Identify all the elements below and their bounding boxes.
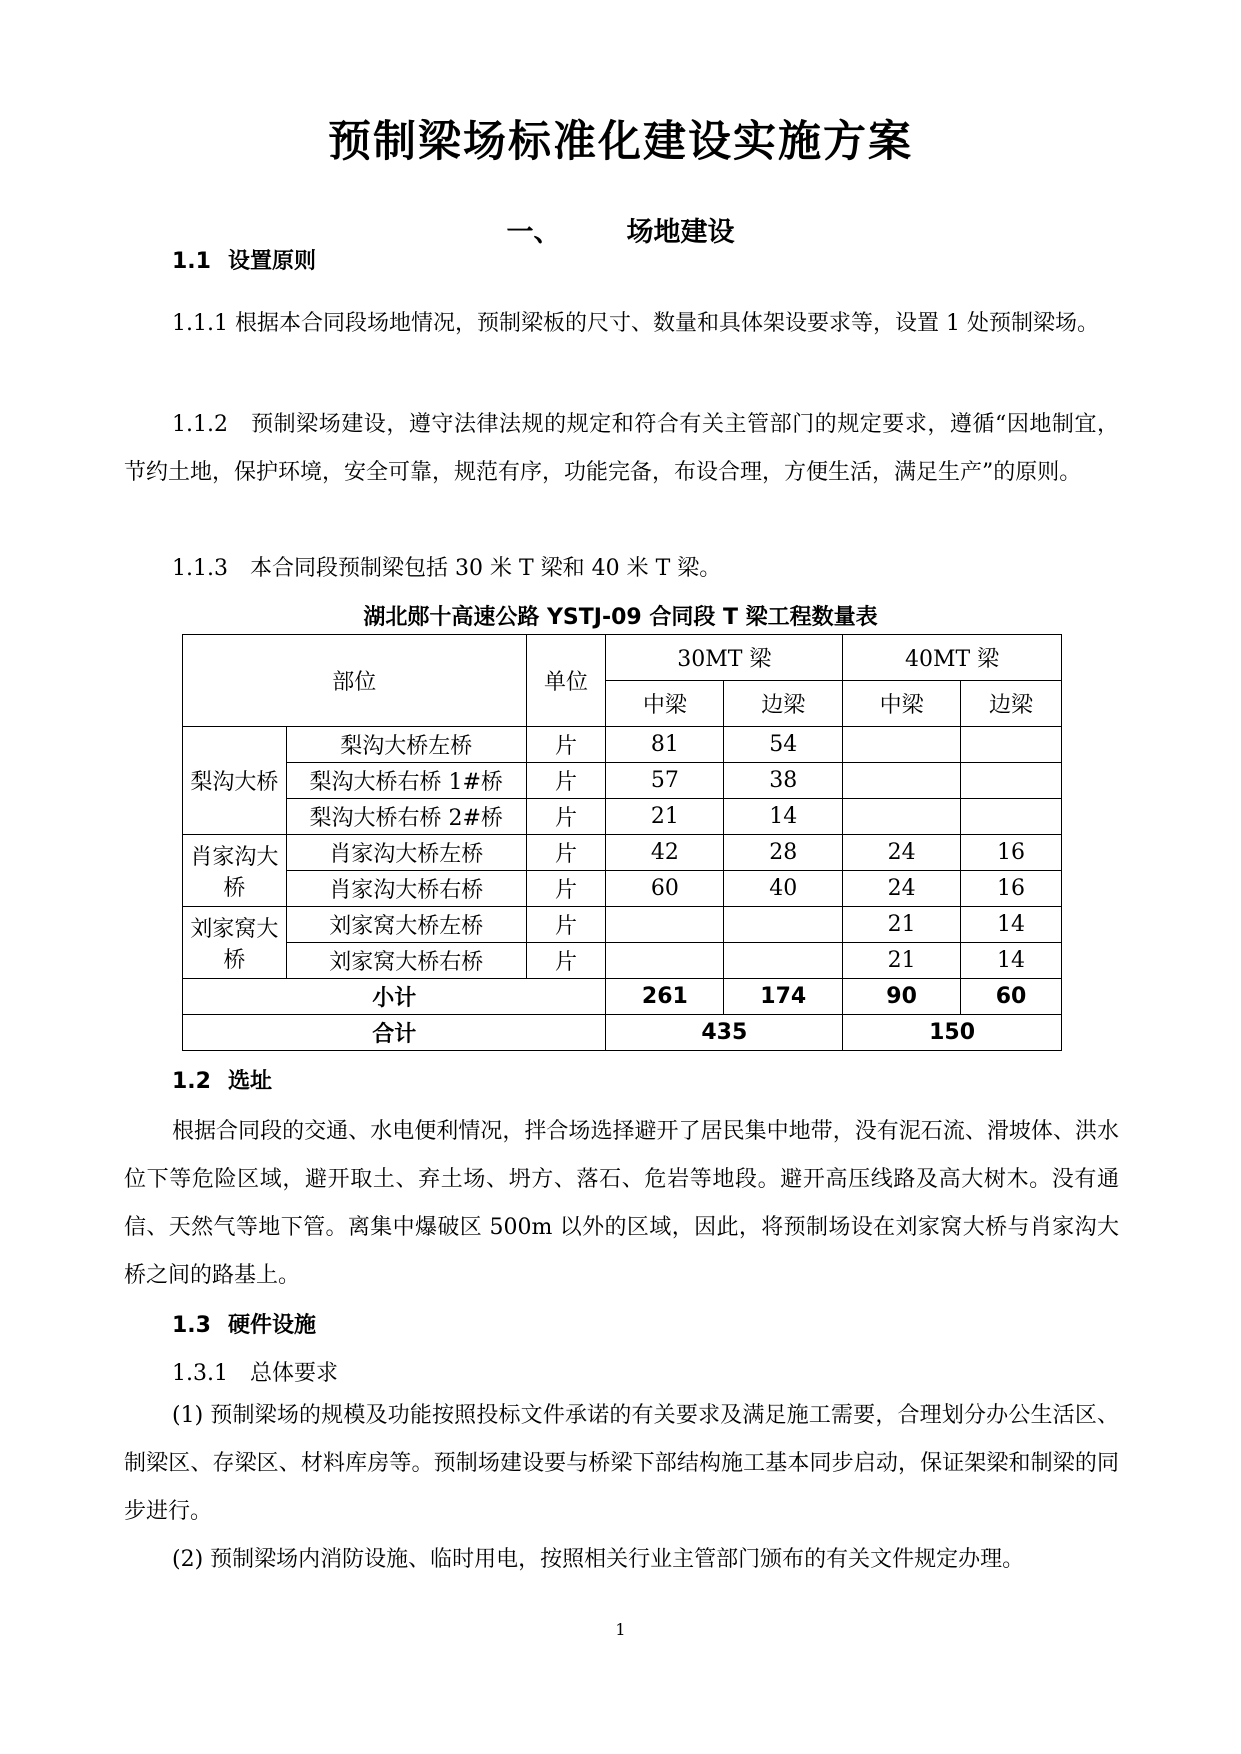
header-30-side: 边梁 [724,681,843,727]
m40-cell [843,799,961,835]
m30-cell [606,907,724,943]
m40-cell: 24 [843,835,961,871]
paragraph-1-1-2: 1.1.2 预制梁场建设，遵守法律法规的规定和符合有关主管部门的规定要求，遵循“因地制宜，节约土地，保护环境，安全可靠，规范有序，功能完备，布设合理，方便生活，满足生产”的原则。 [124,412,1119,485]
document-title: 预制梁场标准化建设实施方案 [328,117,913,167]
quantity-table [182,634,1062,1051]
total-30: 435 [606,1015,843,1051]
table-caption: 湖北郧十高速公路 YSTJ-09 合同段 T 梁工程数量表 [363,605,878,630]
paragraph-1-3-1-item-2: (2) 预制梁场内消防设施、临时用电，按照相关行业主管部门颁布的有关文件规定办理。 [172,1547,1025,1572]
s40-cell: 14 [961,943,1062,979]
subsection-heading-1-3 [172,1308,316,1339]
subsection-title: 设置原则 [228,249,317,274]
subtotal-row [183,979,1062,1015]
table-row [183,835,1062,871]
header-part: 部位 [183,635,527,727]
unit-cell: 片 [526,835,606,871]
subtotal-m40: 90 [843,979,961,1015]
total-row [183,1015,1062,1051]
unit-cell: 片 [526,799,606,835]
s30-cell: 40 [724,871,843,907]
s40-cell [961,799,1062,835]
sub-bridge: 梨沟大桥右桥 2#桥 [286,799,526,835]
bridge-name: 刘家窝大桥 [183,907,287,979]
m30-cell: 57 [606,763,724,799]
s30-cell [724,907,843,943]
unit-cell: 片 [526,943,606,979]
unit-cell: 片 [526,727,606,763]
total-40: 150 [843,1015,1062,1051]
s30-cell: 54 [724,727,843,763]
m30-cell [606,943,724,979]
s30-cell: 14 [724,799,843,835]
m30-cell: 81 [606,727,724,763]
total-label: 合计 [183,1015,606,1051]
m30-cell: 60 [606,871,724,907]
paragraph-1-2: 根据合同段的交通、水电便利情况，拌合场选择避开了居民集中地带，没有泥石流、滑坡体、洪水位下等危险区域，避开取土、弃土场、坍方、落石、危岩等地段。避开高压线路及高大树木。没有通信、天然气等地下管。离集中爆破区 500m 以外的区域，因此，将预制场设在刘家窝大桥与肖家沟大桥之间的路基上。 [124,1119,1119,1288]
header-unit: 单位 [526,635,606,727]
m40-cell: 24 [843,871,961,907]
sub-bridge: 刘家窝大桥左桥 [286,907,526,943]
subsection-title: 硬件设施 [228,1313,317,1338]
subtotal-m30: 261 [606,979,724,1015]
s40-cell [961,763,1062,799]
table-row [183,763,1062,799]
sub-bridge: 梨沟大桥右桥 1#桥 [286,763,526,799]
table-row [183,943,1062,979]
subsection-number: 1.3 [172,1313,211,1338]
subsection-title: 选址 [228,1069,273,1094]
m40-cell: 21 [843,943,961,979]
subsection-number: 1.2 [172,1069,211,1094]
subtotal-s30: 174 [724,979,843,1015]
subsection-number: 1.1 [172,249,211,274]
header-40-mid: 中梁 [843,681,961,727]
s30-cell [724,943,843,979]
s40-cell: 16 [961,871,1062,907]
header-30mt: 30MT 梁 [606,635,843,681]
bridge-name: 肖家沟大桥 [183,835,287,907]
sub-bridge: 刘家窝大桥右桥 [286,943,526,979]
table-row [183,799,1062,835]
m30-cell: 21 [606,799,724,835]
subsection-heading-1-1 [172,244,316,275]
paragraph-1-3-1-item-1: (1) 预制梁场的规模及功能按照投标文件承诺的有关要求及满足施工需要，合理划分办公生活区、制梁区、存梁区、材料库房等。预制场建设要与桥梁下部结构施工基本同步启动，保证架梁和制梁的同步进行。 [124,1403,1119,1524]
sub-bridge: 梨沟大桥左桥 [286,727,526,763]
paragraph-1-1-3: 1.1.3 本合同段预制梁包括 30 米 T 梁和 40 米 T 梁。 [172,556,722,581]
m40-cell: 21 [843,907,961,943]
paragraph-1-1-1: 1.1.1 根据本合同段场地情况，预制梁板的尺寸、数量和具体架设要求等，设置 1 处预制梁场。 [172,311,1099,336]
unit-cell: 片 [526,907,606,943]
header-40mt: 40MT 梁 [843,635,1062,681]
m40-cell [843,763,961,799]
subtotal-s40: 60 [961,979,1062,1015]
sub-bridge: 肖家沟大桥左桥 [286,835,526,871]
subtotal-label: 小计 [183,979,606,1015]
s40-cell: 16 [961,835,1062,871]
table-header-row [183,635,1062,681]
header-40-side: 边梁 [961,681,1062,727]
m30-cell: 42 [606,835,724,871]
table-row [183,871,1062,907]
unit-cell: 片 [526,763,606,799]
table-row [183,907,1062,943]
page-number: 1 [615,1620,626,1639]
s40-cell: 14 [961,907,1062,943]
section-title: 场地建设 [626,217,735,248]
paragraph-1-3-1-title: 1.3.1 总体要求 [172,1361,338,1386]
s30-cell: 38 [724,763,843,799]
subsection-heading-1-2 [172,1064,272,1095]
s40-cell [961,727,1062,763]
header-30-mid: 中梁 [606,681,724,727]
bridge-name: 梨沟大桥 [183,727,287,835]
s30-cell: 28 [724,835,843,871]
unit-cell: 片 [526,871,606,907]
sub-bridge: 肖家沟大桥右桥 [286,871,526,907]
m40-cell [843,727,961,763]
section-number: 一、 [506,217,561,248]
table-row [183,727,1062,763]
